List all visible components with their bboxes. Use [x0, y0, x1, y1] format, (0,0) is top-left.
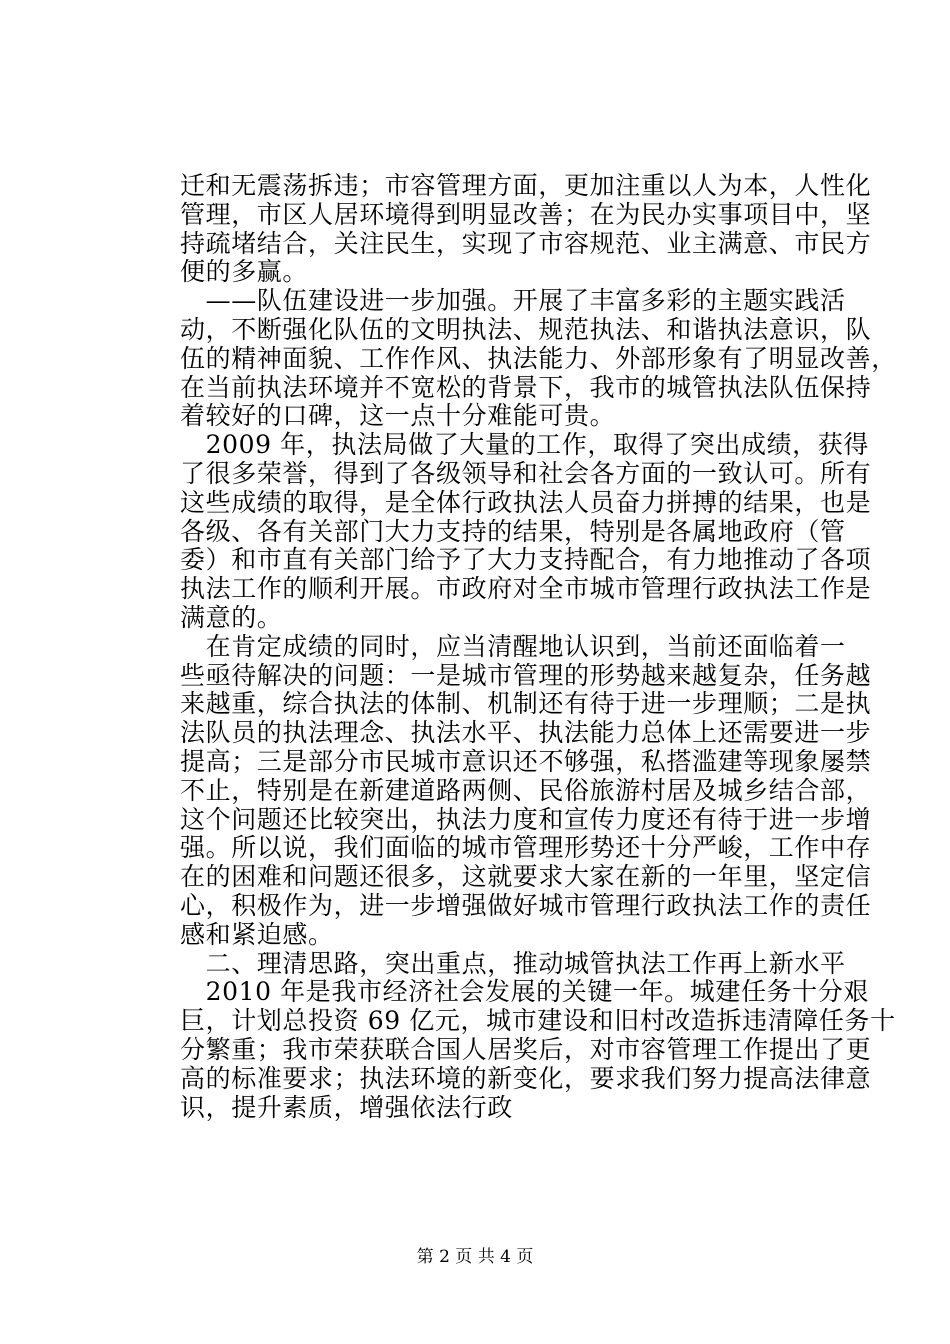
text-line: 2010 年是我市经济社会发展的关键一年。城建任务十分艰	[180, 977, 869, 1007]
text-line: 强。所以说，我们面临的城市管理形势还十分严峻，工作中存	[180, 833, 872, 863]
text-line: 便的多赢。	[180, 257, 309, 287]
text-line: 了很多荣誉，得到了各级领导和社会各方面的一致认可。所有	[180, 458, 872, 488]
text-line: 执法工作的顺利开展。市政府对全市城市管理行政执法工作是	[180, 574, 872, 604]
text-line: 巨，计划总投资 69 亿元，城市建设和旧村改造拆违清障任务十	[180, 1006, 896, 1036]
text-line: 满意的。	[180, 602, 283, 632]
text-line: 些亟待解决的问题：一是城市管理的形势越来越复杂，任务越	[180, 660, 872, 690]
text-line: 感和紧迫感。	[180, 919, 334, 949]
text-line: 识，提升素质，增强依法行政	[180, 1092, 513, 1122]
text-line: 迁和无震荡拆违；市容管理方面，更加注重以人为本，人性化	[180, 171, 872, 200]
text-line: ——队伍建设进一步加强。开展了丰富多彩的主题实践活	[180, 286, 846, 316]
text-line: 在当前执法环境并不宽松的背景下，我市的城管执法队伍保持	[180, 372, 872, 402]
text-line: 法队员的执法理念、执法水平、执法能力总体上还需要进一步	[180, 718, 872, 748]
text-line: 来越重，综合执法的体制、机制还有待于进一步理顺；二是执	[180, 689, 872, 719]
text-line: 持疏堵结合，关注民生，实现了市容规范、业主满意、市民方	[180, 228, 872, 258]
text-line: 在肯定成绩的同时，应当清醒地认识到，当前还面临着一	[180, 631, 846, 661]
text-line: 不止，特别是在新建道路两侧、民俗旅游村居及城乡结合部，	[180, 775, 872, 805]
text-line: 各级、各有关部门大力支持的结果，特别是各属地政府（管	[180, 516, 846, 546]
text-line: 分繁重；我市荣获联合国人居奖后，对市容管理工作提出了更	[180, 1034, 872, 1064]
text-line: 提高；三是部分市民城市意识还不够强，私搭滥建等现象屡禁	[180, 746, 872, 776]
text-line: 管理，市区人居环境得到明显改善；在为民办实事项目中，坚	[180, 199, 872, 229]
text-line: 在的困难和问题还很多，这就要求大家在新的一年里，坚定信	[180, 862, 872, 892]
text-line: 二、理清思路，突出重点，推动城管执法工作再上新水平	[180, 948, 846, 978]
text-line: 2009 年，执法局做了大量的工作，取得了突出成绩，获得	[180, 430, 869, 460]
page-footer: 第 2 页 共 4 页	[416, 1247, 534, 1267]
text-line: 委）和市直有关部门给予了大力支持配合，有力地推动了各项	[180, 545, 872, 575]
text-line: 着较好的口碑，这一点十分难能可贵。	[180, 401, 616, 431]
text-line: 伍的精神面貌、工作作风、执法能力、外部形象有了明显改善，	[180, 343, 897, 373]
document-body	[180, 171, 897, 1122]
text-line: 心，积极作为，进一步增强做好城市管理行政执法工作的责任	[180, 890, 872, 920]
text-line: 这个问题还比较突出，执法力度和宣传力度还有待于进一步增	[180, 804, 872, 834]
text-line: 这些成绩的取得，是全体行政执法人员奋力拼搏的结果，也是	[180, 487, 872, 517]
text-line: 高的标准要求；执法环境的新变化，要求我们努力提高法律意	[180, 1063, 872, 1093]
text-line: 动，不断强化队伍的文明执法、规范执法、和谐执法意识，队	[180, 314, 872, 344]
